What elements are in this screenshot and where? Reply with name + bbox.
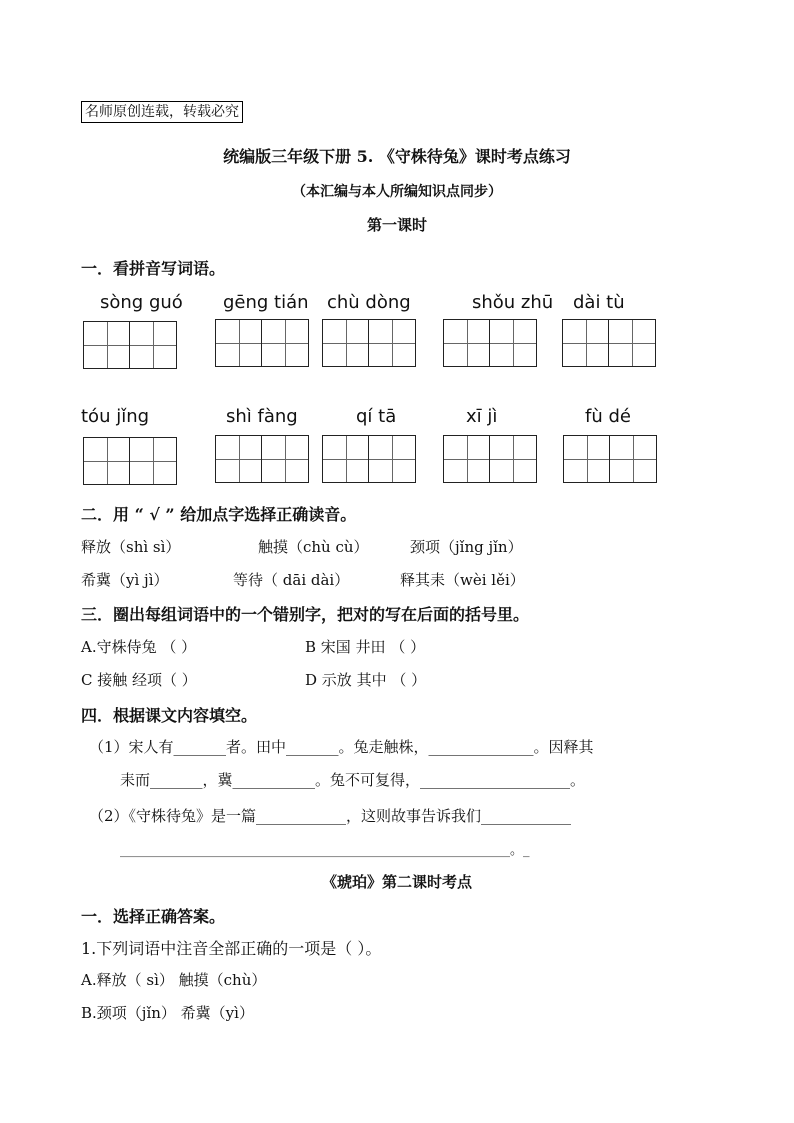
pinyin-label: gēng tián xyxy=(223,292,309,313)
lesson-two-heading: 《琥珀》第二课时考点 xyxy=(321,873,472,891)
pinyin-label: dài tù xyxy=(573,292,625,313)
writing-grid[interactable] xyxy=(83,437,177,485)
p2-question: 1.下列词语中注音全部正确的一项是（ ）。 xyxy=(81,939,382,958)
pinyin-label: chù dòng xyxy=(327,292,411,313)
page-title: 统编版三年级下册 5. 《守株待兔》课时考点练习 xyxy=(223,147,571,166)
q2-item: 颈项（jǐng jǐn） xyxy=(410,538,523,556)
q1-heading: 一．看拼音写词语。 xyxy=(81,259,226,278)
q2-item: 希冀（yì jì） xyxy=(81,571,169,589)
lesson-one-heading: 第一课时 xyxy=(366,216,427,234)
p2-option-a: A.释放（ sì） 触摸（chù） xyxy=(81,971,267,989)
q4-line: （1）宋人有_______者。田中_______。兔走触株，______________。因释其 xyxy=(89,738,594,756)
q4-heading: 四．根据课文内容填空。 xyxy=(81,706,258,725)
pinyin-label: shì fàng xyxy=(226,406,298,427)
writing-grid[interactable] xyxy=(443,435,537,483)
writing-grid[interactable] xyxy=(215,435,309,483)
q3-option-c: C 接触 经项（ ） xyxy=(81,671,197,689)
pinyin-label: sòng guó xyxy=(100,292,183,313)
q2-item: 触摸（chù cù） xyxy=(258,538,369,556)
q2-heading: 二．用 “ √ ” 给加点字选择正确读音。 xyxy=(81,505,357,524)
q3-option-b: B 宋国 井田 （ ） xyxy=(305,638,426,656)
q4-line: 耒而_______，冀___________。兔不可复得，____________________。 xyxy=(120,771,586,789)
q3-option-d: D 示放 其中 （ ） xyxy=(305,671,427,689)
q2-item: 等待（ dāi dài） xyxy=(233,571,350,589)
q4-line: ____________________________________________________________。_ xyxy=(120,843,530,858)
p2-heading: 一．选择正确答案。 xyxy=(81,907,226,926)
page-subtitle: （本汇编与本人所编知识点同步） xyxy=(292,184,502,200)
writing-grid[interactable] xyxy=(562,319,656,367)
writing-grid[interactable] xyxy=(215,319,309,367)
q2-item: 释其耒（wèi lěi） xyxy=(400,571,525,589)
p2-option-b: B.颈项（jǐn） 希冀（yì） xyxy=(81,1004,254,1022)
pinyin-label: xī jì xyxy=(466,406,498,427)
q3-heading: 三．圈出每组词语中的一个错别字，把对的写在后面的括号里。 xyxy=(81,605,530,624)
q2-item: 释放（shì sì） xyxy=(81,538,181,556)
writing-grid[interactable] xyxy=(83,321,177,369)
pinyin-label: fù dé xyxy=(585,406,631,427)
pinyin-label: qí tā xyxy=(356,406,397,427)
pinyin-label: tóu jǐng xyxy=(81,406,150,427)
q3-option-a: A.守株侍兔 （ ） xyxy=(81,638,197,656)
writing-grid[interactable] xyxy=(443,319,537,367)
writing-grid[interactable] xyxy=(322,319,416,367)
writing-grid[interactable] xyxy=(563,435,657,483)
copyright-stamp: 名师原创连载，转载必究 xyxy=(81,101,243,123)
pinyin-label: shǒu zhū xyxy=(472,292,554,313)
q4-line: （2）《守株待兔》是一篇____________，这则故事告诉我们____________ xyxy=(89,807,572,825)
writing-grid[interactable] xyxy=(322,435,416,483)
